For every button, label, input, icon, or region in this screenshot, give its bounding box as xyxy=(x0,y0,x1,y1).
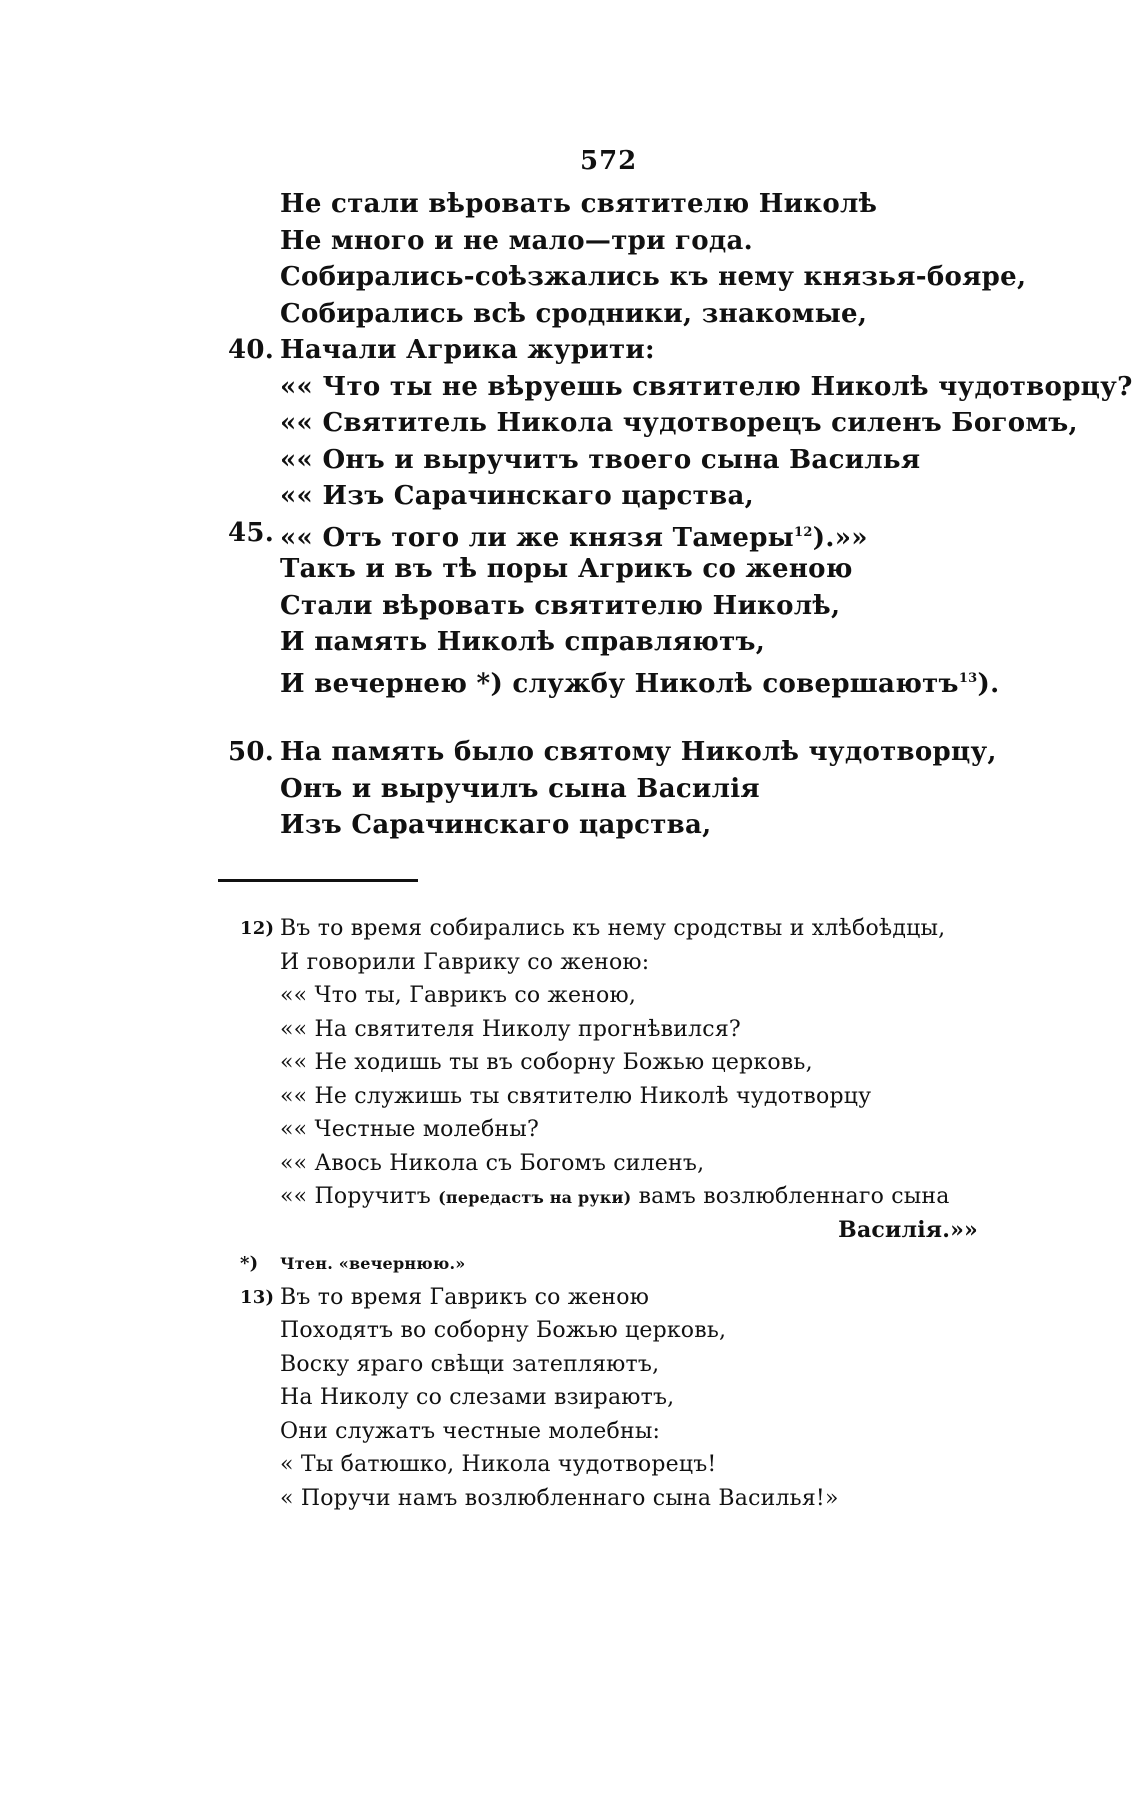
footnote-text-main: Воску яраго свѣщи затепляютъ, xyxy=(280,1351,660,1377)
footnote-text-main: «« Не служишь ты святителю Николѣ чудотворцу xyxy=(280,1083,872,1109)
footnote-text-main: « Ты батюшко, Никола чудотворецъ! xyxy=(280,1452,717,1477)
verse-text-main: Собирались-соѣзжались къ нему князья-бояре, xyxy=(280,262,1027,292)
footnote-number: *) xyxy=(240,1253,259,1274)
footnote-text xyxy=(280,1013,741,1047)
verse-text-main: Стали вѣровать святителю Николѣ, xyxy=(280,590,841,621)
footnote-text-main: Походятъ во соборну Божью церковь, xyxy=(280,1318,727,1343)
verse-text xyxy=(280,551,853,588)
footnote-text xyxy=(838,1214,978,1248)
footnote-text-main: Въ то время Гаврикъ со женою xyxy=(280,1284,650,1310)
footnote-text xyxy=(280,946,649,980)
verse-text xyxy=(280,734,997,771)
footnote-text-main: Они служатъ честные молебны: xyxy=(280,1418,661,1444)
footnote-text-tail: вамъ возлюбленнаго сына xyxy=(638,1184,950,1209)
footnote-text-main: Чтен. «вечернюю.» xyxy=(280,1254,466,1273)
verse-text-main: Изъ Сарачинскаго царства, xyxy=(280,810,712,840)
footnote-text xyxy=(280,1046,813,1080)
verse-text-main: На память было святому Николѣ чудотворцу, xyxy=(280,737,997,767)
footnote-text xyxy=(280,912,945,946)
footnote-text-main: «« Авось Никола съ Богомъ силенъ, xyxy=(280,1150,705,1176)
verse-text xyxy=(280,588,840,625)
footnote-text xyxy=(280,1080,871,1114)
verse-text-tail: ). xyxy=(977,668,1000,699)
verse-text xyxy=(280,624,765,661)
verse-text xyxy=(280,223,753,260)
verse-text-main: Такъ и въ тѣ поры Агрикъ со женою xyxy=(280,554,853,584)
verse-text-main: Начали Агрика журити: xyxy=(280,335,655,365)
footnote-text-main: «« Не ходишь ты въ соборну Божью церковь, xyxy=(280,1050,813,1075)
verse-text xyxy=(280,405,1078,442)
verse-text xyxy=(280,259,1026,296)
footnote-ref: 12 xyxy=(794,524,813,540)
footnote-text-main: И говорили Гаврику со женою: xyxy=(280,949,650,975)
footnote-text-main: «« Честные молебны? xyxy=(280,1117,539,1142)
footnote-text xyxy=(280,1247,465,1281)
footnote-text xyxy=(280,1281,649,1315)
verse-text xyxy=(280,478,754,515)
verse-text xyxy=(280,807,712,844)
footnote-separator xyxy=(218,879,418,882)
footnote-text-main: « Поручи намъ возлюбленнаго сына Василья!» xyxy=(280,1485,839,1511)
footnote-text xyxy=(280,1348,659,1382)
verse-text-main: «« Святитель Никола чудотворецъ силенъ Богомъ, xyxy=(280,408,1078,438)
verse-text xyxy=(280,771,760,808)
footnote-text-main: Василія.»» xyxy=(838,1216,978,1243)
footnote-ref: 13 xyxy=(958,670,978,686)
footnote-text xyxy=(280,1180,950,1215)
verse-text xyxy=(280,332,655,369)
footnote-text-main: На Николу со слезами взираютъ, xyxy=(280,1385,675,1410)
footnote-text xyxy=(280,1448,716,1482)
verse-text-main: «« Онъ и выручитъ твоего сына Василья xyxy=(280,444,921,475)
verse-text xyxy=(280,296,867,333)
verse-text xyxy=(280,661,999,703)
verse-text-tail: ).»» xyxy=(812,522,868,553)
footnote-text xyxy=(280,1482,839,1516)
verse-text-main: Не стали вѣровать святителю Николѣ xyxy=(280,189,878,219)
verse-text-main: Не много и не мало—три года. xyxy=(280,225,754,256)
verse-text-main: «« Что ты не вѣруешь святителю Николѣ чудотворцу? xyxy=(280,371,1133,402)
page-number: 572 xyxy=(580,146,638,176)
verse-text xyxy=(280,186,877,223)
line-number: 50. xyxy=(228,737,275,767)
verse-text-main: Собирались всѣ сродники, знакомые, xyxy=(280,298,868,329)
footnote-text-main: Въ то время собирались къ нему сродствы и хлѣбоѣдцы, xyxy=(280,916,946,941)
verse-text-main: «« Изъ Сарачинскаго царства, xyxy=(280,481,754,511)
footnote-text-main: «« На святителя Николу прогнѣвился? xyxy=(280,1016,741,1042)
footnote-text-main: «« Поручитъ xyxy=(280,1184,431,1209)
footnote-number: 12) xyxy=(240,918,275,939)
verse-text-main: И память Николѣ справляютъ, xyxy=(280,627,766,657)
verse-text xyxy=(280,442,920,479)
line-number: 40. xyxy=(228,335,275,365)
footnote-text-main: «« Что ты, Гаврикъ со женою, xyxy=(280,983,637,1008)
footnote-number: 13) xyxy=(240,1286,275,1308)
verse-text-main: Онъ и выручилъ сына Василія xyxy=(280,773,760,804)
footnote-text xyxy=(280,1381,674,1415)
verse-text-main: «« Отъ того ли же князя Тамеры xyxy=(280,522,795,553)
line-number: 45. xyxy=(228,517,275,548)
verse-text xyxy=(280,369,1133,406)
footnote-text xyxy=(280,1113,539,1147)
verse-text-main: И вечернею *) службу Николѣ совершаютъ xyxy=(280,668,959,699)
verse-text xyxy=(280,515,868,557)
footnote-gloss: (передастъ на руки) xyxy=(438,1188,632,1207)
footnote-text xyxy=(280,1314,726,1348)
footnote-text xyxy=(280,1415,660,1449)
footnote-text xyxy=(280,979,636,1013)
footnote-text xyxy=(280,1147,704,1181)
